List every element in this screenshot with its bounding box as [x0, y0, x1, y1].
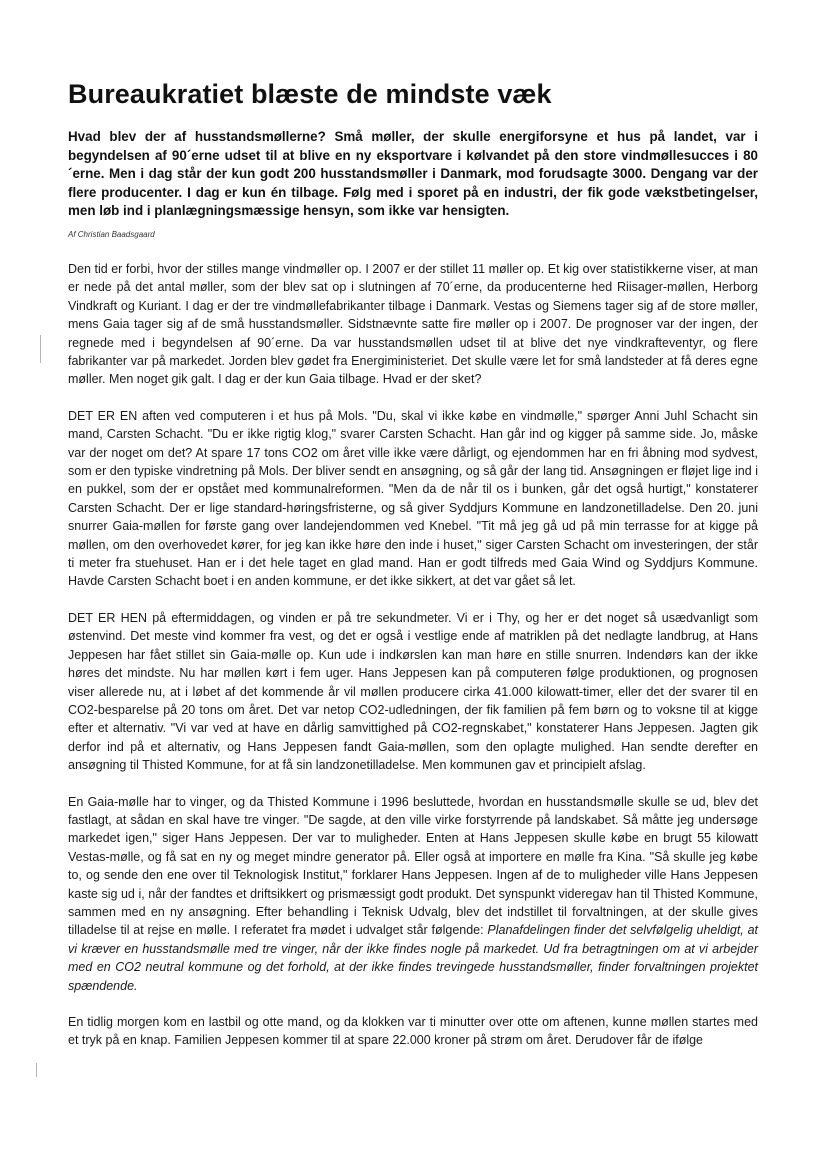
- body-paragraph-5: En tidlig morgen kom en lastbil og otte mand, og da klokken var ti minutter over otte om aftenen, kunne møllen startes med et tryk på en knap. Familien Jeppesen kommer til at spare 22.000 kroner på strøm om året. Derudover får de ifølge: [68, 1015, 758, 1048]
- body-paragraph-4: [68, 793, 758, 995]
- article-title: Bureaukratiet blæste de mindste væk: [68, 79, 552, 109]
- body-paragraph-2: DET ER EN aften ved computeren i et hus på Mols. "Du, skal vi ikke købe en vindmølle," spørger Anni Juhl Schacht sin mand, Carsten Schacht. "Du er ikke rigtig klog," svarer Carsten Schacht. Han går ind og kigger på samme side. Jo, måske var der noget om det? At spare 17 tons CO2 om året ville ikke være dårligt, og ejendommen har en fri åbning mod sydvest, som er den typiske vindretning på Mols. Der bliver sendt en ansøgning, og så går der lang tid. Ansøgningen er fløjet lige ind i en pukkel, som der er opstået med kommunalreformen. "Men da de når til os i bunken, går det også hurtigt," konstaterer Carsten Schacht. Der er lige standard-høringsfristerne, og så giver Syddjurs Kommune en landzonetilladelse. Den 20. juni snurrer Gaia-møllen for første gang over landejendommen ved Knebel. "Tit må jeg gå ud på min terrasse for at kigge på møllen, om den overhovedet kører, for jeg kan ikke høre den inde i huset," siger Carsten Schacht om investeringen, der står ti meter fra stuehuset. Han er i det hele taget en glad mand. Han er godt tilfreds med Gaia Wind og Syddjurs Kommune. Havde Carsten Schacht boet i en anden kommune, er det ikke sikkert, at det var gået så let.: [68, 408, 758, 589]
- article: [68, 78, 758, 1068]
- article-lead: Hvad blev der af husstandsmøllerne? Små møller, der skulle energiforsyne et hus på landet, var i begyndelsen af 90´erne udset til at blive en ny eksportvare i kølvandet på den store vindmøllesucces i 80´erne. Men i dag står der kun godt 200 husstandsmøller i Danmark, mod forudsagte 3000. Dengang var der flere producenter. I dag er kun én tilbage. Følg med i sporet på en industri, der fik gode vækstbetingelser, men løb ind i planlægningsmæssige hensyn, som ikke var hensigten.: [68, 129, 758, 219]
- scan-mark: [36, 1063, 37, 1077]
- article-byline: Af Christian Baadsgaard: [68, 229, 155, 239]
- scan-mark: [40, 335, 41, 363]
- body-paragraph-1: Den tid er forbi, hvor der stilles mange vindmøller op. I 2007 er der stillet 11 møller op. Et kig over statistikkerne viser, at man er nede på det antal møller, som der blev sat op i slutningen af 70´erne, da producenterne hed Riisager-møllen, Herborg Vindkraft og Kuriant. I dag er der tre vindmøllefabrikanter tilbage i Danmark. Vestas og Siemens tager sig af de store møller, mens Gaia tager sig af de små husstandsmøller. Sidstnævnte satte fire møller op i 2007. De prognoser var der ingen, der regnede med i begyndelsen af 90´erne. Da var husstandsmøllen udset til at blive det nye vindkrafteventyr, og flere fabrikanter var på markedet. Jorden blev gødet fra Energiministeriet. Det skulle være let for små landsteder at få deres egne møller. Men noget gik galt. I dag er der kun Gaia tilbage. Hvad er der sket?: [68, 261, 758, 387]
- body-paragraph-4-text: En Gaia-mølle har to vinger, og da Thisted Kommune i 1996 besluttede, hvordan en husstandsmølle skulle se ud, blev det fastlagt, at sådan en skal have tre vinger. "De sagde, at den ville virke forstyrrende på landskabet. Så måtte jeg undersøge markedet igen," siger Hans Jeppesen. Der var to muligheder. Enten at Hans Jeppesen skulle købe en brugt 55 kilowatt Vestas-mølle, og få sat en ny og meget mindre generator på. Eller også at importere en mølle fra Kina. "Så skulle jeg købe to, og sende den ene over til Teknologisk Institut," forklarer Hans Jeppesen. Ingen af de to muligheder ville Hans Jeppesen kaste sig ud i, når der fandtes et driftsikkert og prismæssigt godt produkt. Det synspunkt videregav han til Thisted Kommune, sammen med en ny ansøgning. Efter behandling i Teknisk Udvalg, blev det indstillet til forvaltningen, at der skulle gives tilladelse til at rejse en mølle. I referatet fra mødet i udvalget står følgende:: [68, 794, 758, 938]
- meeting-minutes-quote: Planafdelingen finder det selvfølgelig uheldigt, at vi kræver en husstandsmølle med tre vinger, når der ikke findes nogle på markedet. Ud fra betragtningen om at vi arbejder med en CO2 neutral kommune og det forhold, at der ikke findes trevingede husstandsmøller, finder forvaltningen projektet spændende.: [68, 923, 758, 993]
- body-paragraph-3: DET ER HEN på eftermiddagen, og vinden er på tre sekundmeter. Vi er i Thy, og her er det noget så usædvanligt som østenvind. Det meste vind kommer fra vest, og det er også i vestlige ende af matriklen på det nedlagte landbrug, at Hans Jeppesen har fået stillet sin Gaia-mølle op. Kun ude i indkørslen kan man høre en stille snurren. Indendørs kan der ikke høres det mindste. Nu har møllen kørt i fem uger. Hans Jeppesen kan på computeren følge produktionen, og prognosen viser allerede nu, at i løbet af det kommende år vil møllen producere cirka 41.000 kilowatt-timer, eller det der svarer til en CO2-besparelse på 20 tons om året. Det var netop CO2-udledningen, der fik familien på fem børn og to voksne til at kigge efter et alternativ. "Vi var ved at have en dårlig samvittighed på CO2-regnskabet," konstaterer Hans Jeppesen. Jagten gik derfor ind på et alternativ, og Hans Jeppesen fandt Gaia-møllen, som den oplagte mulighed. Han sendte derefter en ansøgning til Thisted Kommune, for at få sin landzonetilladelse. Men kommunen gav et principielt afslag.: [68, 610, 758, 773]
